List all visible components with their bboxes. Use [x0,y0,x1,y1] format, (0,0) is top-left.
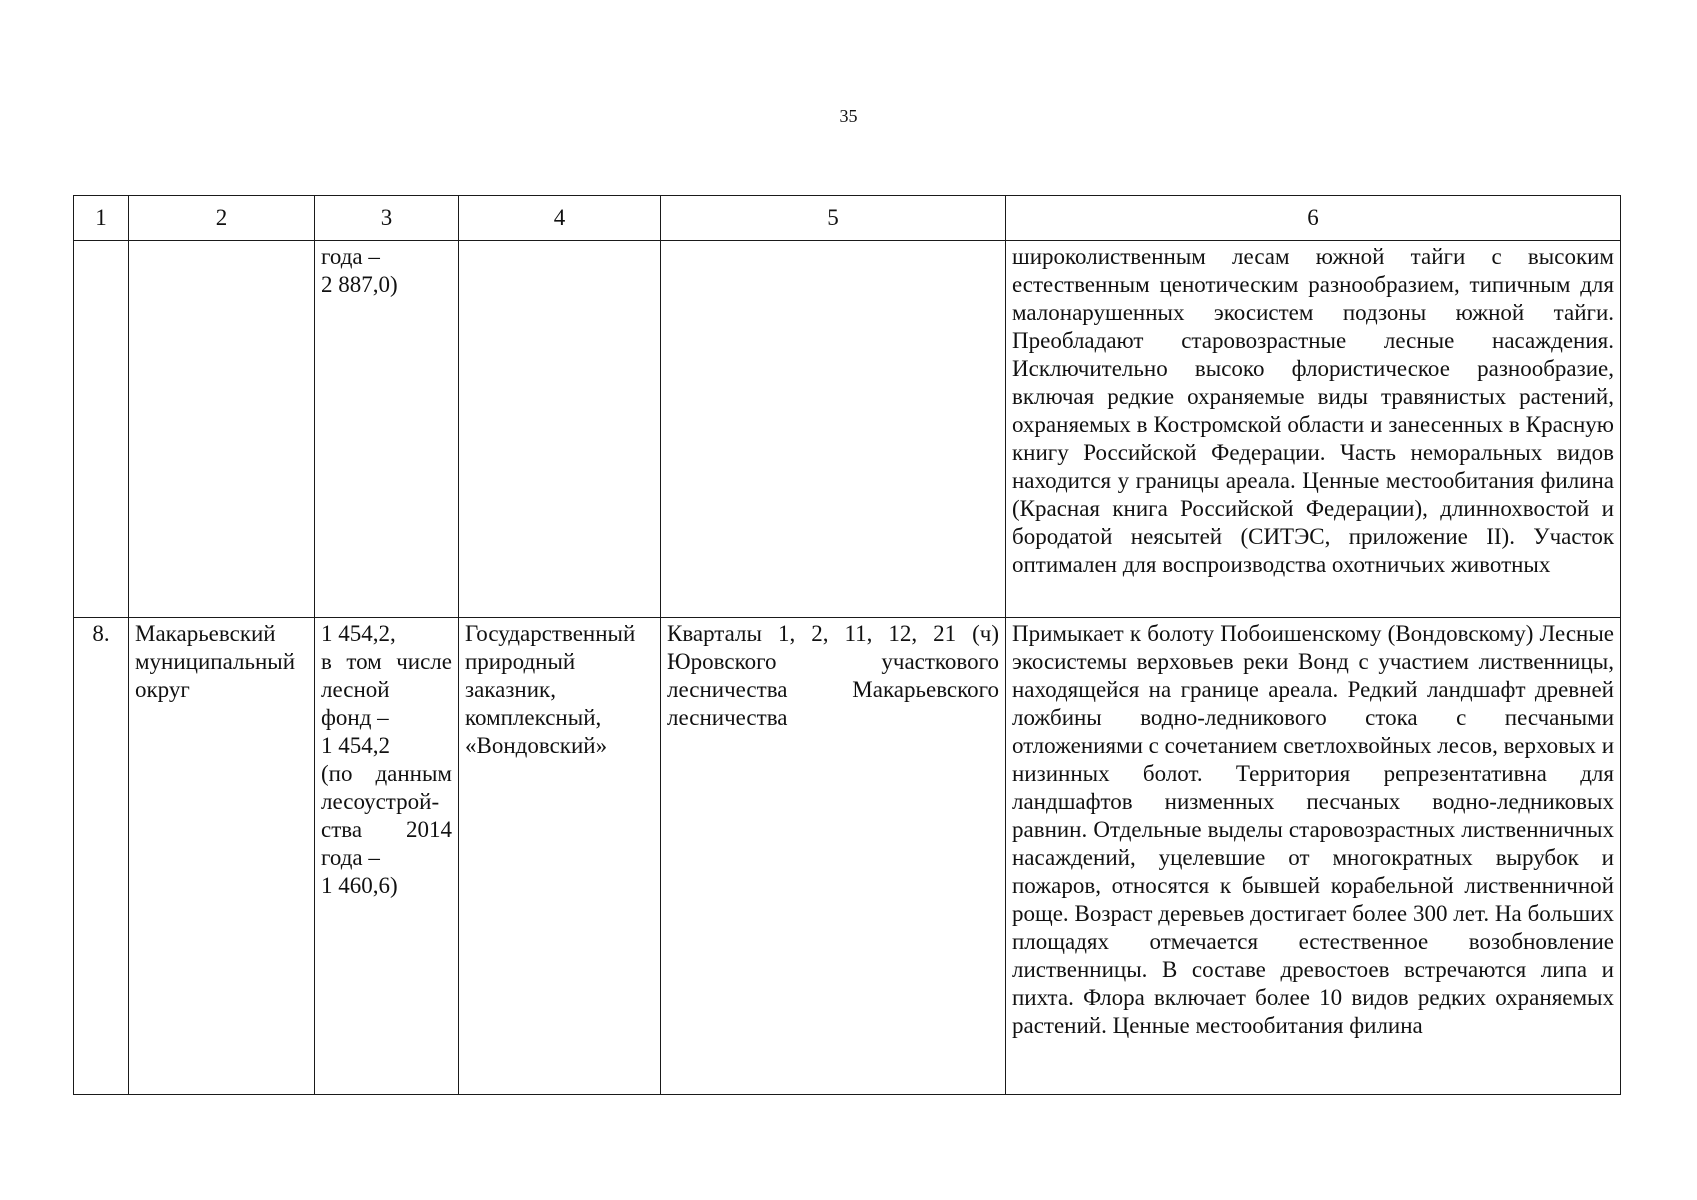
area-line: 1 454,2, [321,621,396,646]
category-line: комплексный, [465,705,602,730]
area-line: 2 887,0) [321,272,398,297]
table-row-8 [74,618,1621,1095]
district-line: округ [135,677,190,702]
area-line: 1 460,6) [321,873,398,898]
cell-description: Примыкает к болоту Побоишенскому (Вондовскому) Лесные экосистемы верховьев реки Вонд с участием лиственницы, находящейся на границе ареала. Редкий ландшафт древней ложбины водно-ледникового стока с песчаными отложениями с сочетанием светлохвойных лесов, верховых и низинных болот. Территория репрезентативна для ландшафтов низменных песчаных водно-ледниковых равнин. Отдельные выделы старовозрастных лиственничных насаждений, уцелевшие от многократных вырубок и пожаров, относятся к бывшей корабельной лиственничной роще. Возраст деревьев достигает более 300 лет. На больших площадях отмечается естественное возобновление лиственницы. В составе древостоев встречаются липа и пихта. Флора включает более 10 видов редких охраняемых растений. Ценные местообитания филина [1006,618,1621,1095]
cell-district [129,241,315,618]
cell-location [661,241,1006,618]
cell-number: 8. [74,618,129,1095]
page-number: 35 [839,106,858,126]
area-line: ства 2014 [321,817,452,842]
category-line: Государственный [465,621,636,646]
data-table [73,195,1621,1095]
cell-area [315,241,459,618]
header-col-1: 1 [74,196,129,241]
header-col-5: 5 [661,196,1006,241]
area-line: года – [321,244,380,269]
cell-category [459,618,661,1095]
cell-district [129,618,315,1095]
area-line: 1 454,2 [321,733,390,758]
cell-category [459,241,661,618]
area-line: (по данным [321,761,452,786]
area-line: лесной [321,677,390,702]
header-row [74,196,1621,241]
header-col-6: 6 [1006,196,1621,241]
cell-area [315,618,459,1095]
area-line: лесоустрой- [321,789,440,814]
cell-location: Кварталы 1, 2, 11, 12, 21 (ч) Юровского участкового лесничества Макарьевского лесничества [661,618,1006,1095]
district-line: Макарьевский [135,621,276,646]
header-col-4: 4 [459,196,661,241]
area-line: фонд – [321,705,389,730]
district-line: муниципальный [135,649,296,674]
cell-description: широколиственным лесам южной тайги с высоким естественным ценотическим разнообразием, типичным для малонарушенных экосистем подзоны южной тайги. Преобладают старовозрастные лесные насаждения. Исключительно высоко флористическое разнообразие, включая редкие охраняемые виды травянистых растений, охраняемых в Костромской области и занесенных в Красную книгу Российской Федерации. Часть неморальных видов находится у границы ареала. Ценные местообитания филина (Красная книга Российской Федерации), длиннохвостой и бородатой неясытей (СИТЭС, приложение II). Участок оптимален для воспроизводства охотничьих животных [1006,241,1621,618]
category-line: заказник, [465,677,556,702]
table-row-continued [74,241,1621,618]
area-line: в том числе [321,649,452,674]
area-line: года – [321,845,380,870]
cell-number [74,241,129,618]
category-line: природный [465,649,576,674]
header-col-3: 3 [315,196,459,241]
category-line: «Вондовский» [465,733,608,758]
header-col-2: 2 [129,196,315,241]
